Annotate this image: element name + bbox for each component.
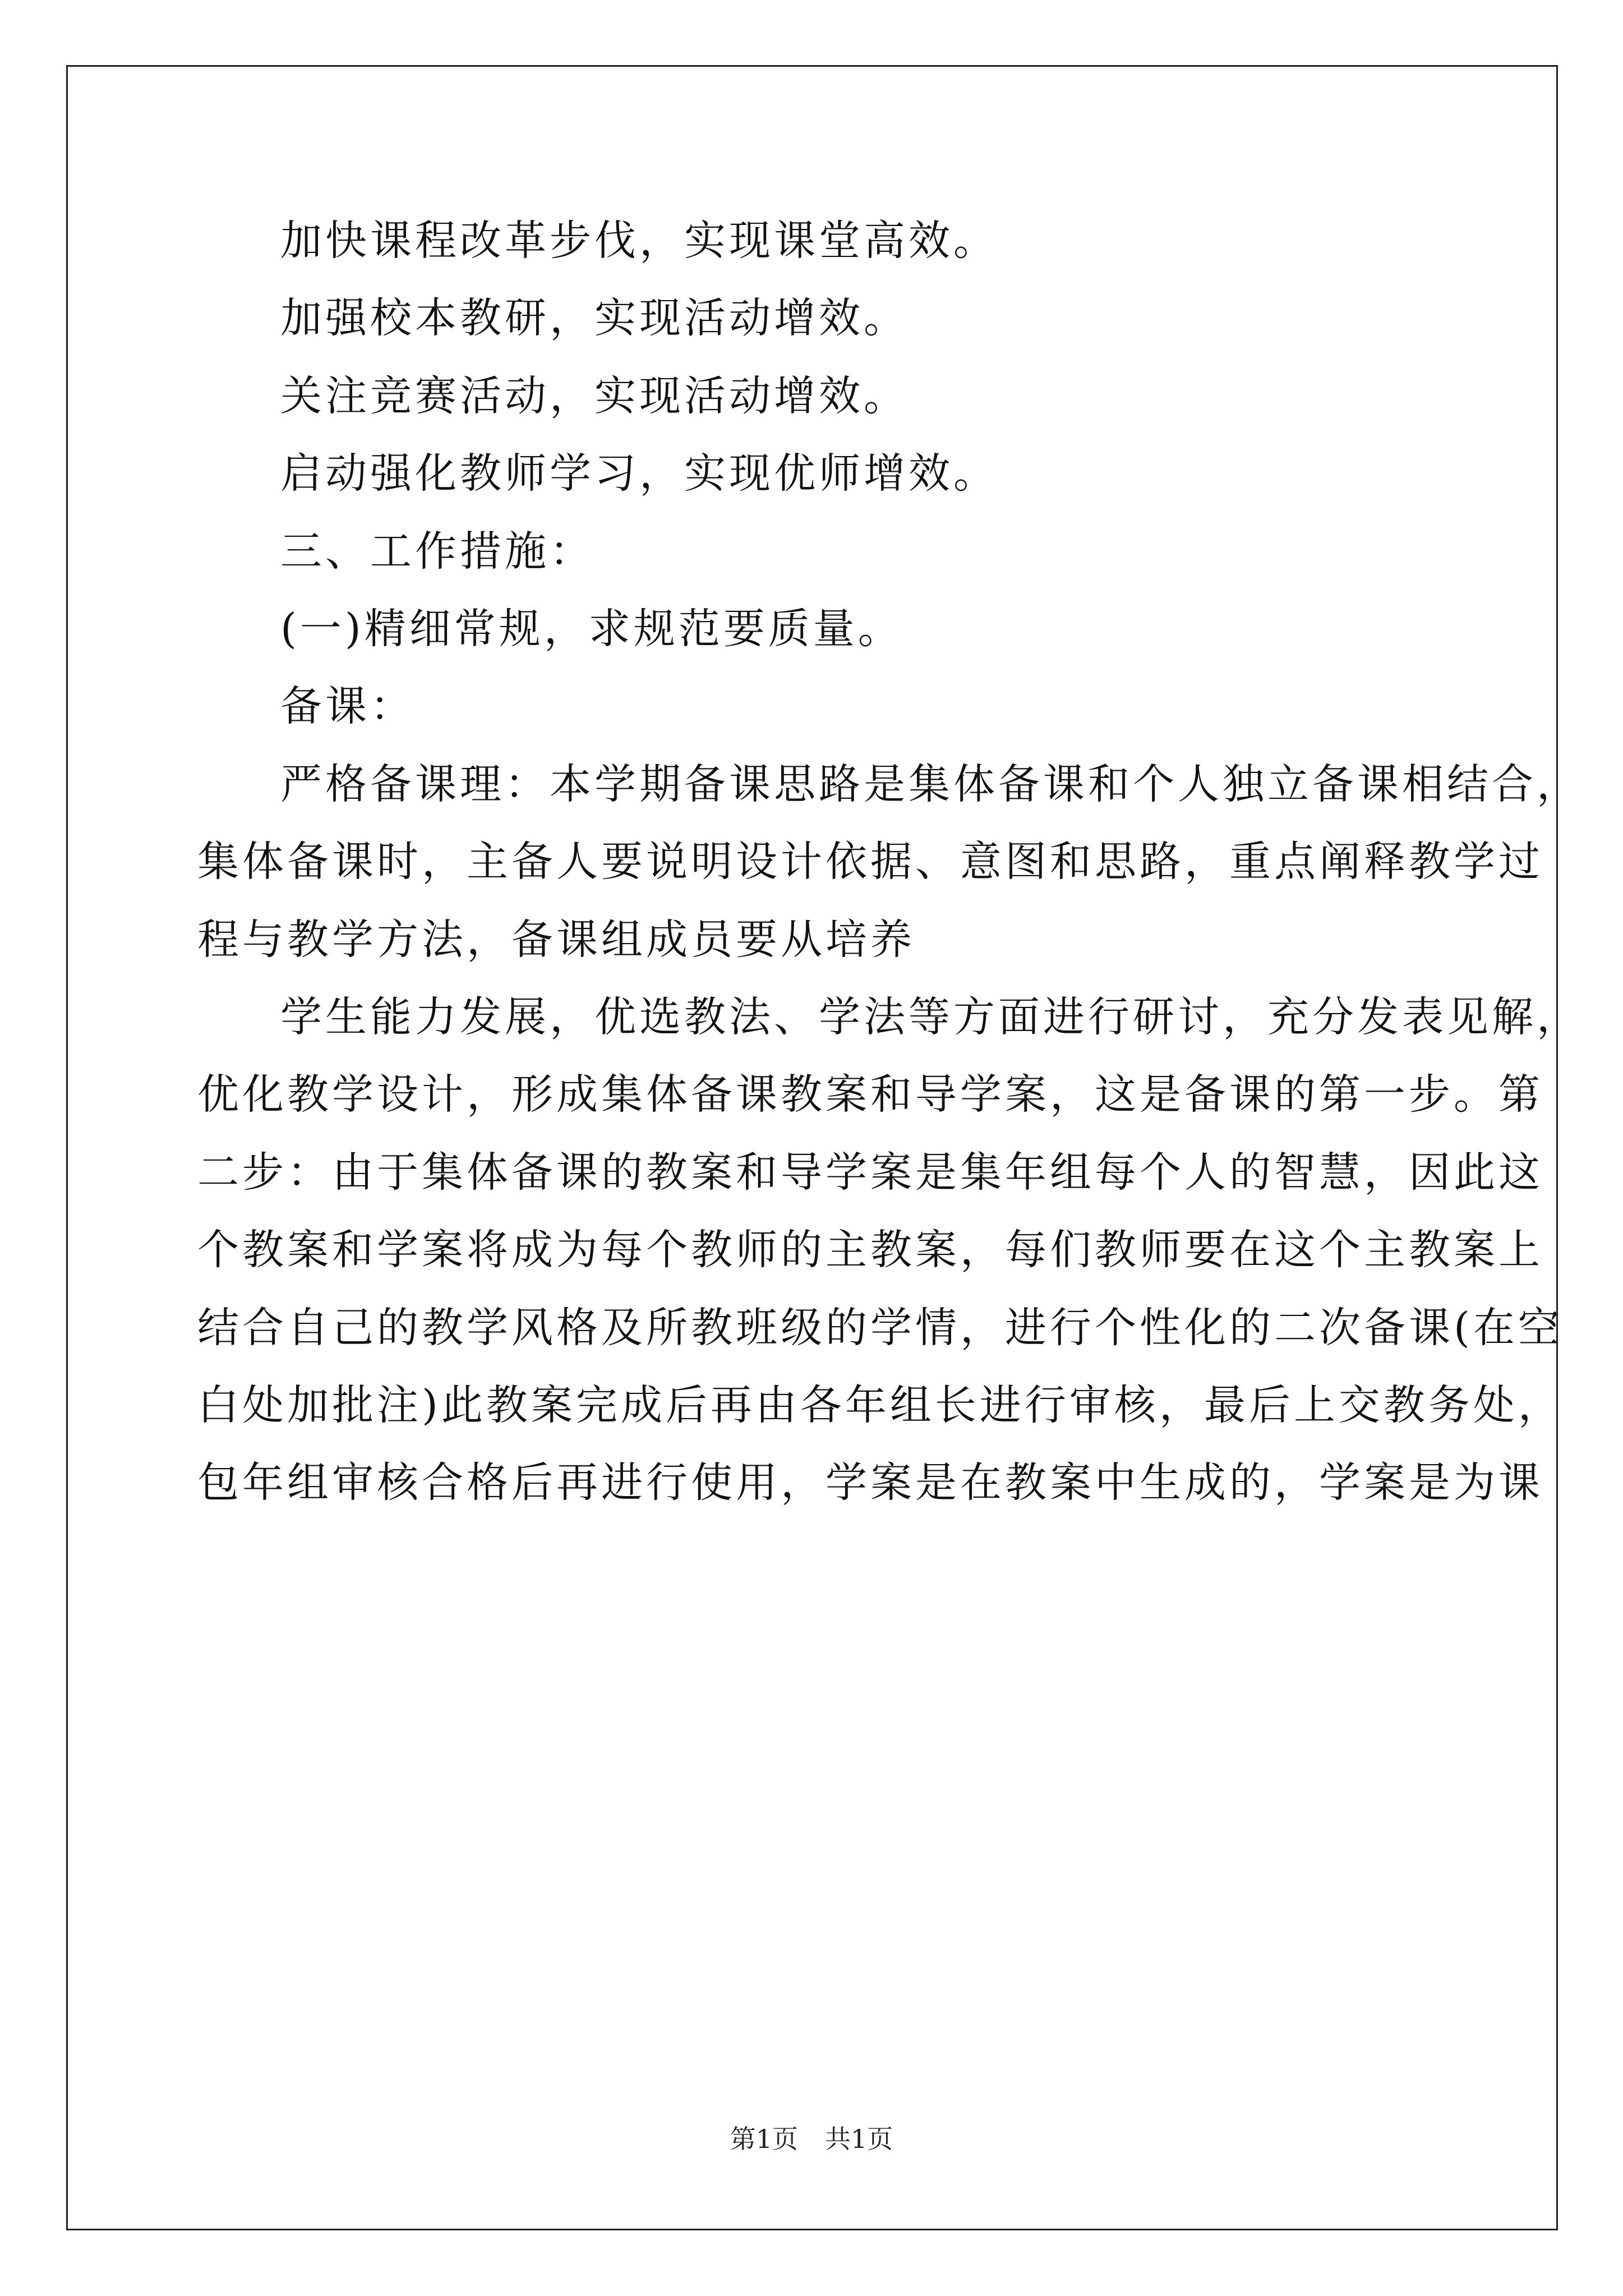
paragraph-line: 二步：由于集体备课的教案和导学案是集年组每个人的智慧，因此这 [197, 1148, 1543, 1197]
paragraph-line: 加快课程改革步伐，实现课堂高效。 [280, 217, 998, 265]
section-heading: 三、工作措施： [280, 527, 594, 576]
paragraph-line: 包年组审核合格后再进行使用，学案是在教案中生成的，学案是为课 [197, 1458, 1543, 1507]
paragraph-line: 优化教学设计，形成集体备课教案和导学案，这是备课的第一步。第 [197, 1070, 1543, 1119]
subsection-heading: (一)精细常规，求规范要质量。 [280, 605, 903, 653]
paragraph-line: 严格备课理：本学期备课思路是集体备课和个人独立备课相结合， [280, 760, 1581, 808]
paragraph-line: 关注竞赛活动，实现活动增效。 [280, 372, 909, 420]
paragraph-line: 加强校本教研，实现活动增效。 [280, 294, 909, 342]
paragraph-line: 程与教学方法，备课组成员要从培养 [197, 915, 915, 964]
paragraph-line: 启动强化教师学习，实现优师增效。 [280, 449, 998, 498]
page-footer [0, 2126, 1623, 2152]
paragraph-line: 学生能力发展，优选教法、学法等方面进行研讨，充分发表见解， [280, 993, 1581, 1041]
paragraph-line: 结合自己的教学风格及所教班级的学情，进行个性化的二次备课(在空 [197, 1304, 1563, 1352]
paragraph-line: 白处加批注)此教案完成后再由各年组长进行审核，最后上交教务处， [197, 1381, 1563, 1429]
paragraph-line: 备课： [280, 682, 415, 730]
paragraph-line: 个教案和学案将成为每个教师的主教案，每们教师要在这个主教案上 [197, 1226, 1543, 1274]
page-total: 共1页 [825, 2124, 893, 2154]
paragraph-line: 集体备课时，主备人要说明设计依据、意图和思路，重点阐释教学过 [197, 838, 1543, 886]
page-number: 第1页 [730, 2124, 798, 2154]
